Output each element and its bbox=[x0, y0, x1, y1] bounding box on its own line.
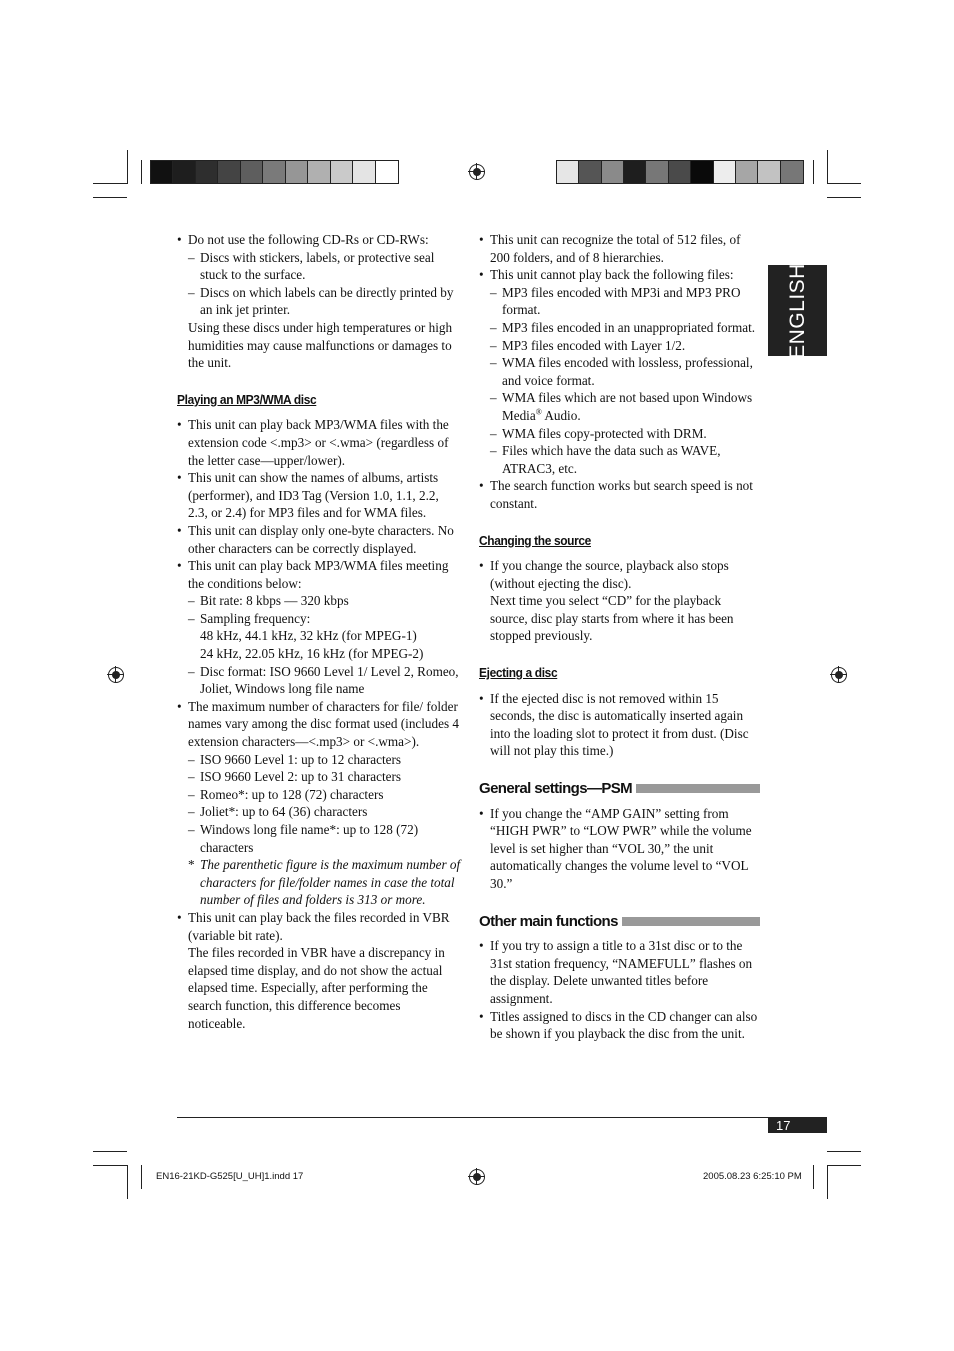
list-item: • Do not use the following CD-Rs or CD-RWs: bbox=[177, 231, 461, 249]
paragraph: Using these discs under high temperatures or high humidities may cause malfunctions or damages to the unit. bbox=[188, 319, 453, 371]
left-column bbox=[177, 231, 461, 1032]
list-item: – Discs with stickers, labels, or protective seal stuck to the surface. bbox=[177, 249, 461, 284]
color-swatch bbox=[308, 161, 330, 183]
list-item: – ISO 9660 Level 2: up to 31 characters bbox=[177, 768, 461, 786]
color-swatch bbox=[241, 161, 263, 183]
list-item: • If you change the source, playback also stops (without ejecting the disc). bbox=[479, 557, 760, 592]
color-swatch bbox=[624, 161, 646, 183]
text: WMA files which are not based upon Windows Media bbox=[502, 390, 753, 423]
footnote: * The parenthetic figure is the maximum number of characters for file/folder names in case the total number of files and folders is 313 or more. bbox=[177, 856, 461, 909]
section-title bbox=[479, 780, 760, 798]
color-swatch bbox=[263, 161, 285, 183]
list-item: • Titles assigned to discs in the CD changer can also be shown if you playback the disc from the unit. bbox=[479, 1008, 760, 1043]
list-item: – Windows long file name*: up to 128 (72) characters bbox=[177, 821, 461, 856]
list-item: – Sampling frequency: bbox=[177, 610, 461, 628]
crop-mark bbox=[93, 183, 127, 184]
color-swatch bbox=[602, 161, 624, 183]
list-item: • The maximum number of characters for file/ folder names vary among the disc format used (includes 4 extension characters—<.mp3> or <.wma>). bbox=[177, 698, 461, 751]
color-swatch bbox=[218, 161, 240, 183]
paragraph: The files recorded in VBR have a discrepancy in elapsed time display, and do not show the actual elapsed time. Especially, after performing the search function, this difference becomes noticeable. bbox=[188, 945, 445, 1031]
crop-mark bbox=[827, 183, 861, 184]
list-item: – WMA files copy-protected with DRM. bbox=[479, 425, 760, 443]
crop-mark bbox=[827, 1165, 861, 1166]
color-swatch bbox=[557, 161, 579, 183]
list-item: • This unit can recognize the total of 512 files, of 200 folders, and of 8 hierarchies. bbox=[479, 231, 760, 266]
color-swatch bbox=[669, 161, 691, 183]
paragraph: 48 kHz, 44.1 kHz, 32 kHz (for MPEG-1) bbox=[200, 628, 417, 644]
crop-mark bbox=[93, 197, 127, 198]
color-swatch bbox=[714, 161, 736, 183]
crop-mark bbox=[127, 1165, 128, 1199]
list-item: • If you try to assign a title to a 31st disc or to the 31st station frequency, “NAMEFULL” flashes on the display. Delete unwanted titles before assignment. bbox=[479, 937, 760, 1007]
crop-mark bbox=[93, 1151, 127, 1152]
list-item: • This unit can show the names of albums, artists (performer), and ID3 Tag (Version 1.0, 1.1, 2.2, 2.3, or 2.4) for MP3 files and for WMA files. bbox=[177, 469, 461, 522]
list-item: • This unit cannot play back the following files: bbox=[479, 266, 760, 284]
crop-mark bbox=[827, 1151, 861, 1152]
left-color-bar bbox=[150, 160, 399, 184]
section-title-text: Other main functions bbox=[479, 912, 618, 930]
list-item: • If you change the “AMP GAIN” setting from “HIGH PWR” to “LOW PWR” while the volume level is set higher than “VOL 30,” the unit automatically changes the volume level to “VOL 30.” bbox=[479, 805, 760, 893]
crop-mark bbox=[141, 160, 142, 184]
paragraph: Next time you select “CD” for the playback source, disc play starts from where it has been stopped previously. bbox=[490, 593, 734, 644]
footer-datetime: 2005.08.23 6:25:10 PM bbox=[703, 1171, 802, 1182]
list-item: • The search function works but search speed is not constant. bbox=[479, 477, 760, 512]
crop-mark bbox=[141, 1165, 142, 1189]
color-swatch bbox=[173, 161, 195, 183]
list-item: – Bit rate: 8 kbps — 320 kbps bbox=[177, 592, 461, 610]
text: Audio. bbox=[541, 407, 581, 423]
color-swatch bbox=[646, 161, 668, 183]
color-swatch bbox=[691, 161, 713, 183]
color-swatch bbox=[376, 161, 398, 183]
registration-mark-icon bbox=[469, 1169, 485, 1185]
crop-mark bbox=[813, 1165, 814, 1189]
list-item: – MP3 files encoded with Layer 1/2. bbox=[479, 337, 760, 355]
list-item: • This unit can play back MP3/WMA files with the extension code <.mp3> or <.wma> (regardless of the letter case—upper/lower). bbox=[177, 416, 461, 469]
crop-mark bbox=[827, 150, 828, 184]
paragraph: 24 kHz, 22.05 kHz, 16 kHz (for MPEG-2) bbox=[200, 646, 424, 662]
section-heading: Changing the source bbox=[479, 532, 591, 548]
list-item: – WMA files encoded with lossless, professional, and voice format. bbox=[479, 354, 760, 389]
color-swatch bbox=[781, 161, 803, 183]
registration-mark-icon bbox=[469, 164, 485, 180]
list-item bbox=[479, 389, 760, 424]
section-heading: Playing an MP3/WMA disc bbox=[177, 391, 317, 407]
section-title-text: General settings—PSM bbox=[479, 780, 633, 798]
language-tab-label: ENGLISH bbox=[785, 262, 809, 359]
list-item: – Files which have the data such as WAVE, ATRAC3, etc. bbox=[479, 442, 760, 477]
list-item: – Romeo*: up to 128 (72) characters bbox=[177, 786, 461, 804]
crop-mark bbox=[127, 150, 128, 184]
crop-mark bbox=[827, 1165, 828, 1199]
crop-mark bbox=[813, 160, 814, 184]
right-color-bar bbox=[556, 160, 804, 184]
list-item: – ISO 9660 Level 1: up to 12 characters bbox=[177, 751, 461, 769]
list-item: • This unit can play back the files recorded in VBR (variable bit rate). bbox=[177, 909, 461, 944]
section-rule bbox=[636, 784, 760, 793]
list-item: – Joliet*: up to 64 (36) characters bbox=[177, 803, 461, 821]
list-item: • This unit can play back MP3/WMA files meeting the conditions below: bbox=[177, 557, 461, 592]
color-swatch bbox=[151, 161, 173, 183]
crop-mark bbox=[827, 197, 861, 198]
list-item: – MP3 files encoded with MP3i and MP3 PRO format. bbox=[479, 284, 760, 319]
page-number: 17 bbox=[776, 1118, 791, 1133]
crop-mark bbox=[93, 1165, 127, 1166]
list-item: • If the ejected disc is not removed within 15 seconds, the disc is automatically inserted again into the loading slot to protect it from dust. (Disc will not play this time.) bbox=[479, 690, 760, 760]
language-tab bbox=[768, 262, 827, 359]
color-swatch bbox=[736, 161, 758, 183]
section-title bbox=[479, 913, 760, 931]
list-item: • This unit can display only one-byte characters. No other characters can be correctly displayed. bbox=[177, 522, 461, 557]
list-item: – MP3 files encoded in an unappropriated format. bbox=[479, 319, 760, 337]
color-swatch bbox=[758, 161, 780, 183]
color-swatch bbox=[331, 161, 353, 183]
page-number-box bbox=[768, 1118, 827, 1133]
color-swatch bbox=[353, 161, 375, 183]
list-item: – Disc format: ISO 9660 Level 1/ Level 2, Romeo, Joliet, Windows long file name bbox=[177, 663, 461, 698]
registration-mark-icon bbox=[108, 667, 124, 683]
registered-mark: ® bbox=[535, 407, 542, 417]
footer-file: EN16-21KD-G525[U_UH]1.indd 17 bbox=[156, 1171, 304, 1182]
registration-mark-icon bbox=[831, 667, 847, 683]
list-item: – Discs on which labels can be directly printed by an ink jet printer. bbox=[177, 284, 461, 319]
bottom-rule bbox=[177, 1117, 827, 1118]
section-rule bbox=[622, 917, 760, 926]
color-swatch bbox=[579, 161, 601, 183]
right-column bbox=[479, 231, 760, 1043]
color-swatch bbox=[196, 161, 218, 183]
section-heading: Ejecting a disc bbox=[479, 665, 558, 681]
color-swatch bbox=[286, 161, 308, 183]
